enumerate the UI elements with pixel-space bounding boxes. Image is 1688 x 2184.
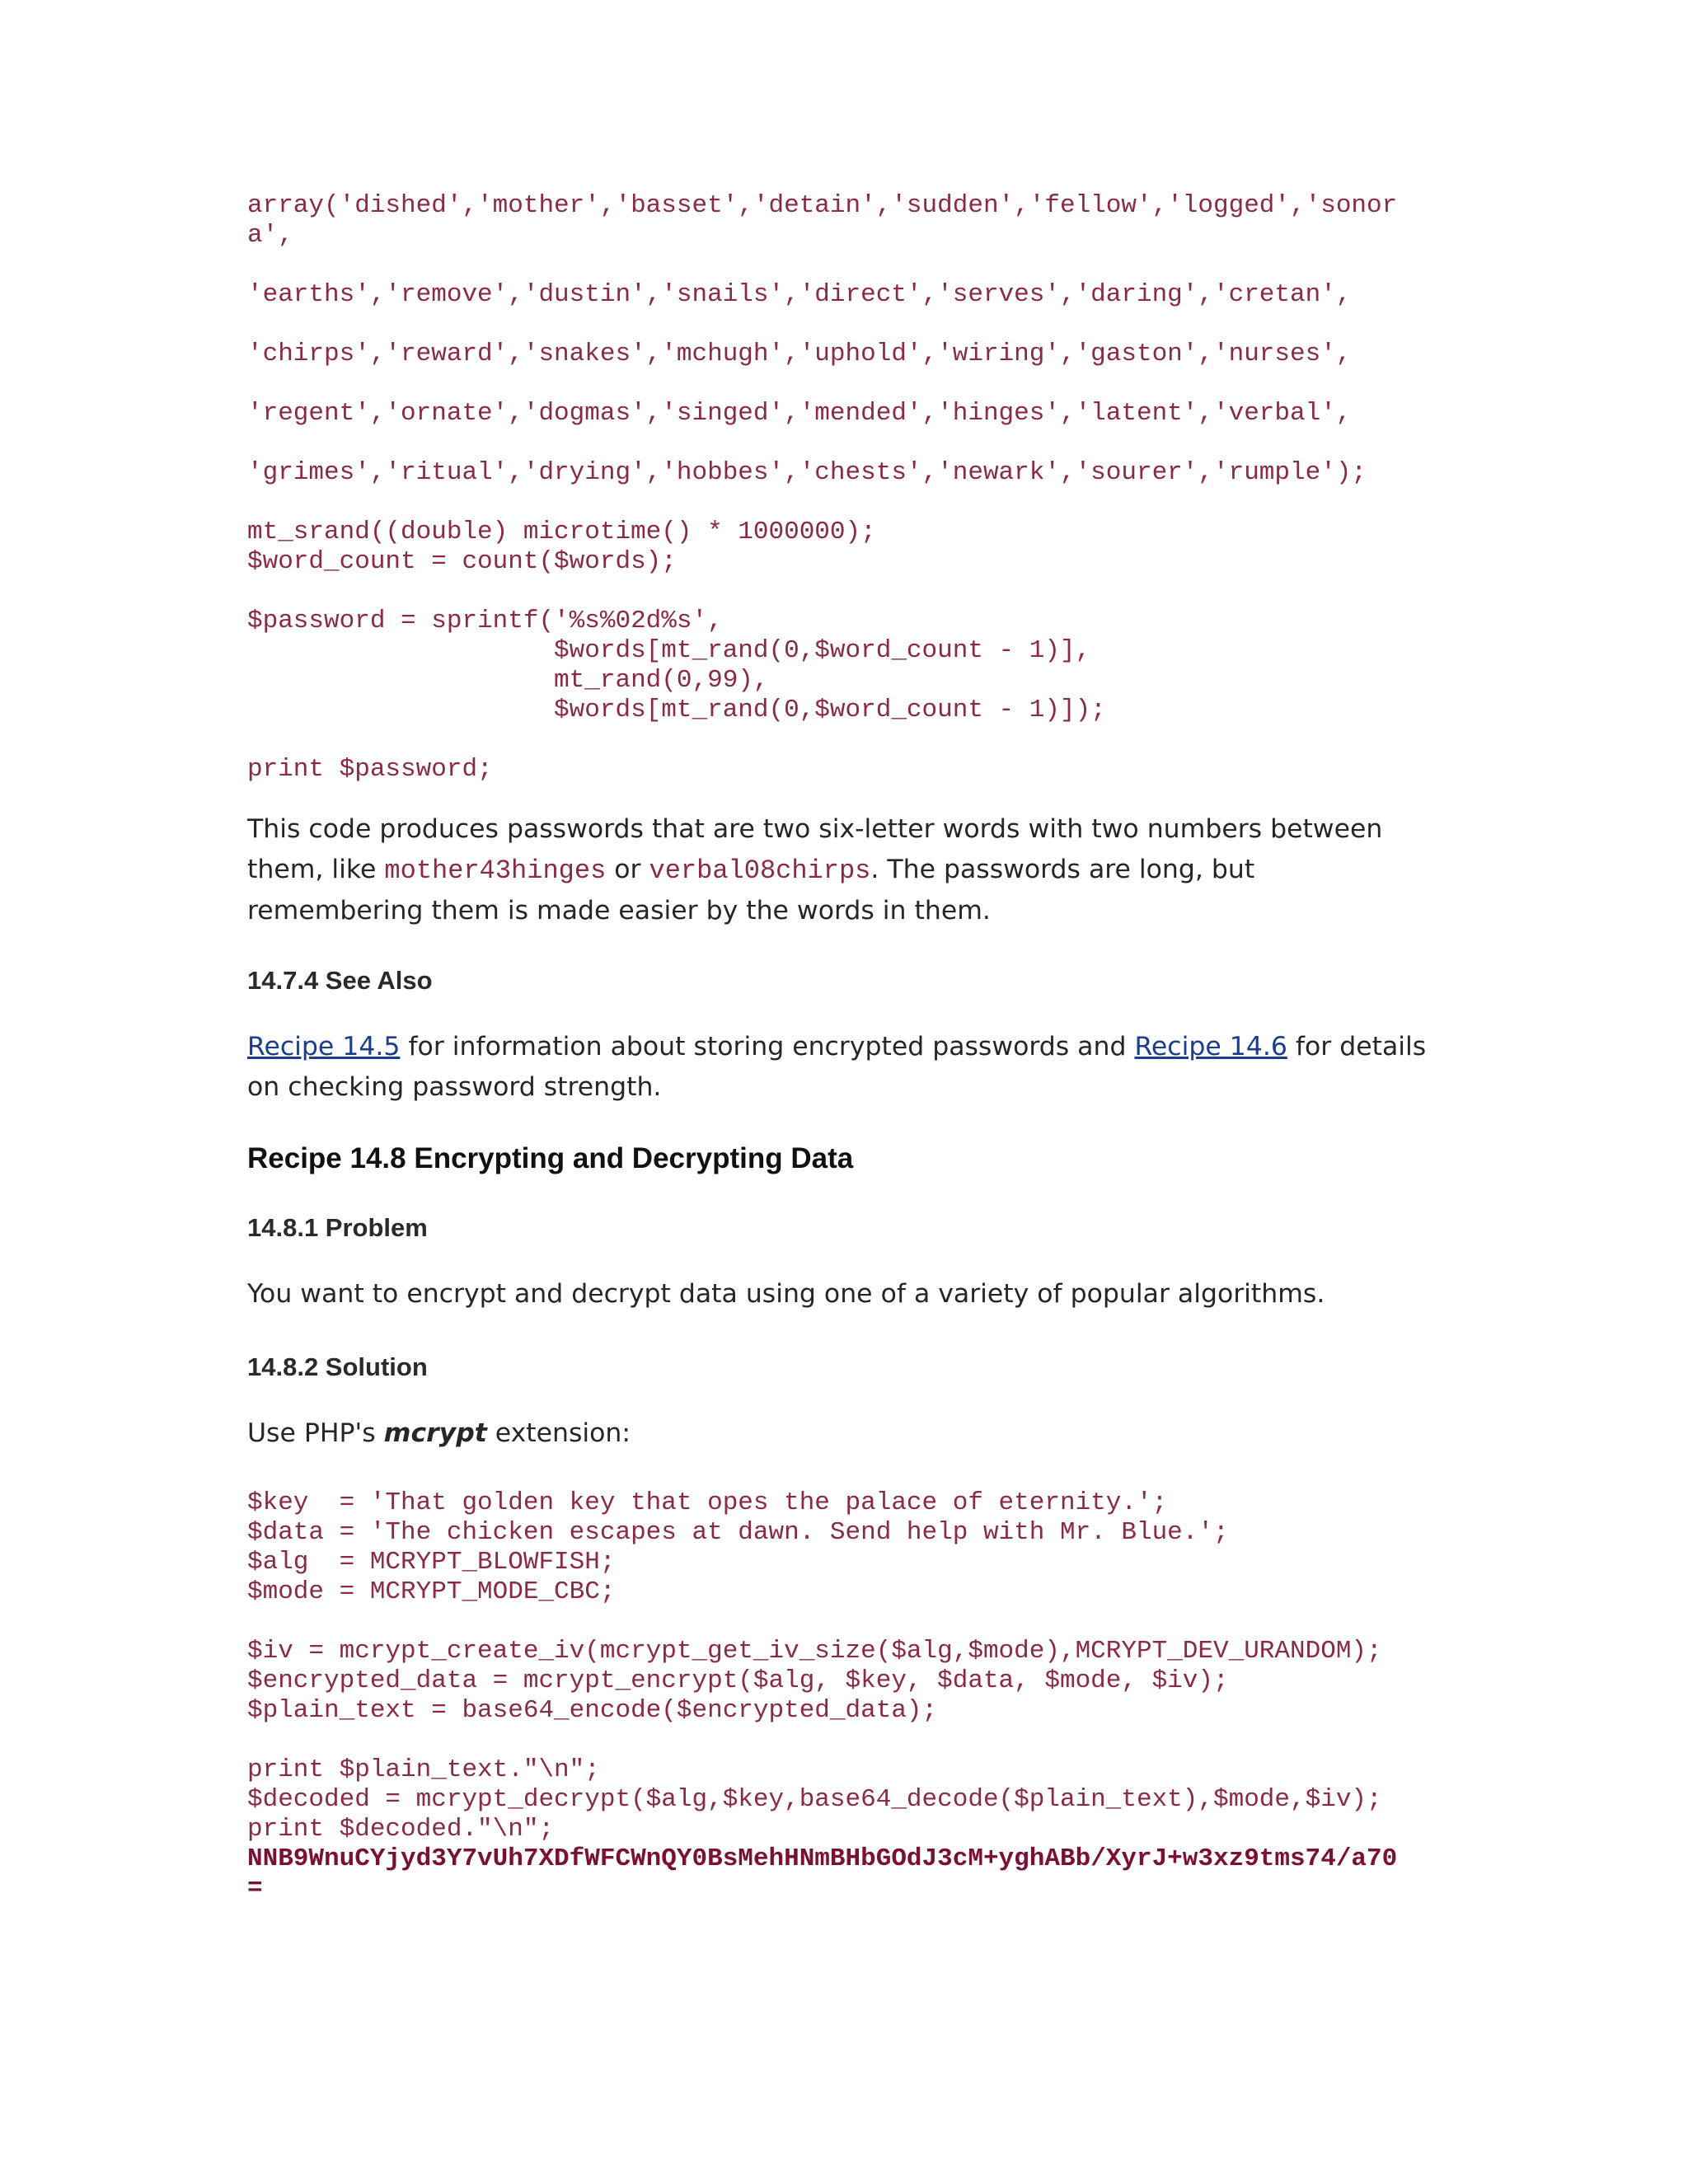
code-output: NNB9WnuCYjyd3Y7vUh7XDfWFCWnQY0BsMehHNmBHbGOdJ3cM+yghABb/XyrJ+w3xz9tms74/a70 = — [247, 1844, 1398, 1903]
see-also-text-1: for information about storing encrypted passwords and — [400, 1032, 1135, 1062]
paragraph-problem: You want to encrypt and decrypt data using one of a variety of popular algorithms. — [247, 1279, 1325, 1309]
paragraph-solution — [247, 1413, 1434, 1454]
link-recipe-14-5[interactable]: Recipe 14.5 — [247, 1032, 401, 1062]
solution-text-after: extension: — [486, 1418, 631, 1448]
code-block-mcrypt: $key = 'That golden key that opes the palace of eternity.'; $data = 'The chicken escapes at dawn. Send help with Mr. Blue.'; $alg = MCRYPT_BLOWFISH; $mode = MCRYPT_MODE_CBC; $iv = mcrypt_create_iv(mcrypt_get_iv_size($alg,$mode),MCRYPT_DEV_URANDOM); $encrypted_data = mcrypt_encrypt($alg, $key, $data, $mode, $iv); $plain_text = base64_encode($encrypted_data); print $plain_text."\n"; $decoded = mcrypt_decrypt($alg,$key,base64_decode($plain_text),$mode,$iv); print $decoded."\n"; — [247, 1488, 1382, 1844]
para-text-3: . The passwords are long, but remembering them is made easier by the words in them. — [247, 855, 1255, 926]
document-page — [247, 191, 1434, 1904]
paragraph-password-explanation — [247, 809, 1434, 931]
solution-text-before: Use PHP's — [247, 1418, 384, 1448]
para-text-1: This code produces passwords that are two six-letter words with two numbers between them, like — [247, 814, 1383, 884]
inline-code-example-2: verbal08chirps — [649, 855, 871, 886]
paragraph-see-also — [247, 1027, 1434, 1108]
recipe-title: Recipe 14.8 Encrypting and Decrypting Data — [247, 1142, 854, 1174]
code-block-word-list: array('dished','mother','basset','detain','sudden','fellow','logged','sonor a', 'earths','remove','dustin','snails','direct','serves','daring','cretan', 'chirps','reward','snakes','mchugh','uphold','wiring','gaston','nurses', 'regent','ornate','dogmas','singed','mended','hinges','latent','verbal', 'grimes','ritual','drying','hobbes','chests','newark','sourer','rumple'); mt_srand((double) microtime() * 1000000); $word_count = count($words); $password = sprintf('%s%02d%s', $words[mt_rand(0,$word_count - 1)], mt_rand(0,99), $words[mt_rand(0,$word_count - 1)]); print $password; — [247, 191, 1398, 784]
inline-code-example-1: mother43hinges — [384, 855, 607, 886]
link-recipe-14-6[interactable]: Recipe 14.6 — [1134, 1032, 1287, 1062]
mcrypt-extension-name: mcrypt — [383, 1418, 487, 1448]
para-text-2: or — [606, 855, 649, 884]
heading-solution: 14.8.2 Solution — [247, 1352, 428, 1381]
heading-see-also: 14.7.4 See Also — [247, 966, 433, 995]
see-also-text-2: for details on checking password strength. — [247, 1032, 1427, 1102]
heading-problem: 14.8.1 Problem — [247, 1213, 428, 1242]
